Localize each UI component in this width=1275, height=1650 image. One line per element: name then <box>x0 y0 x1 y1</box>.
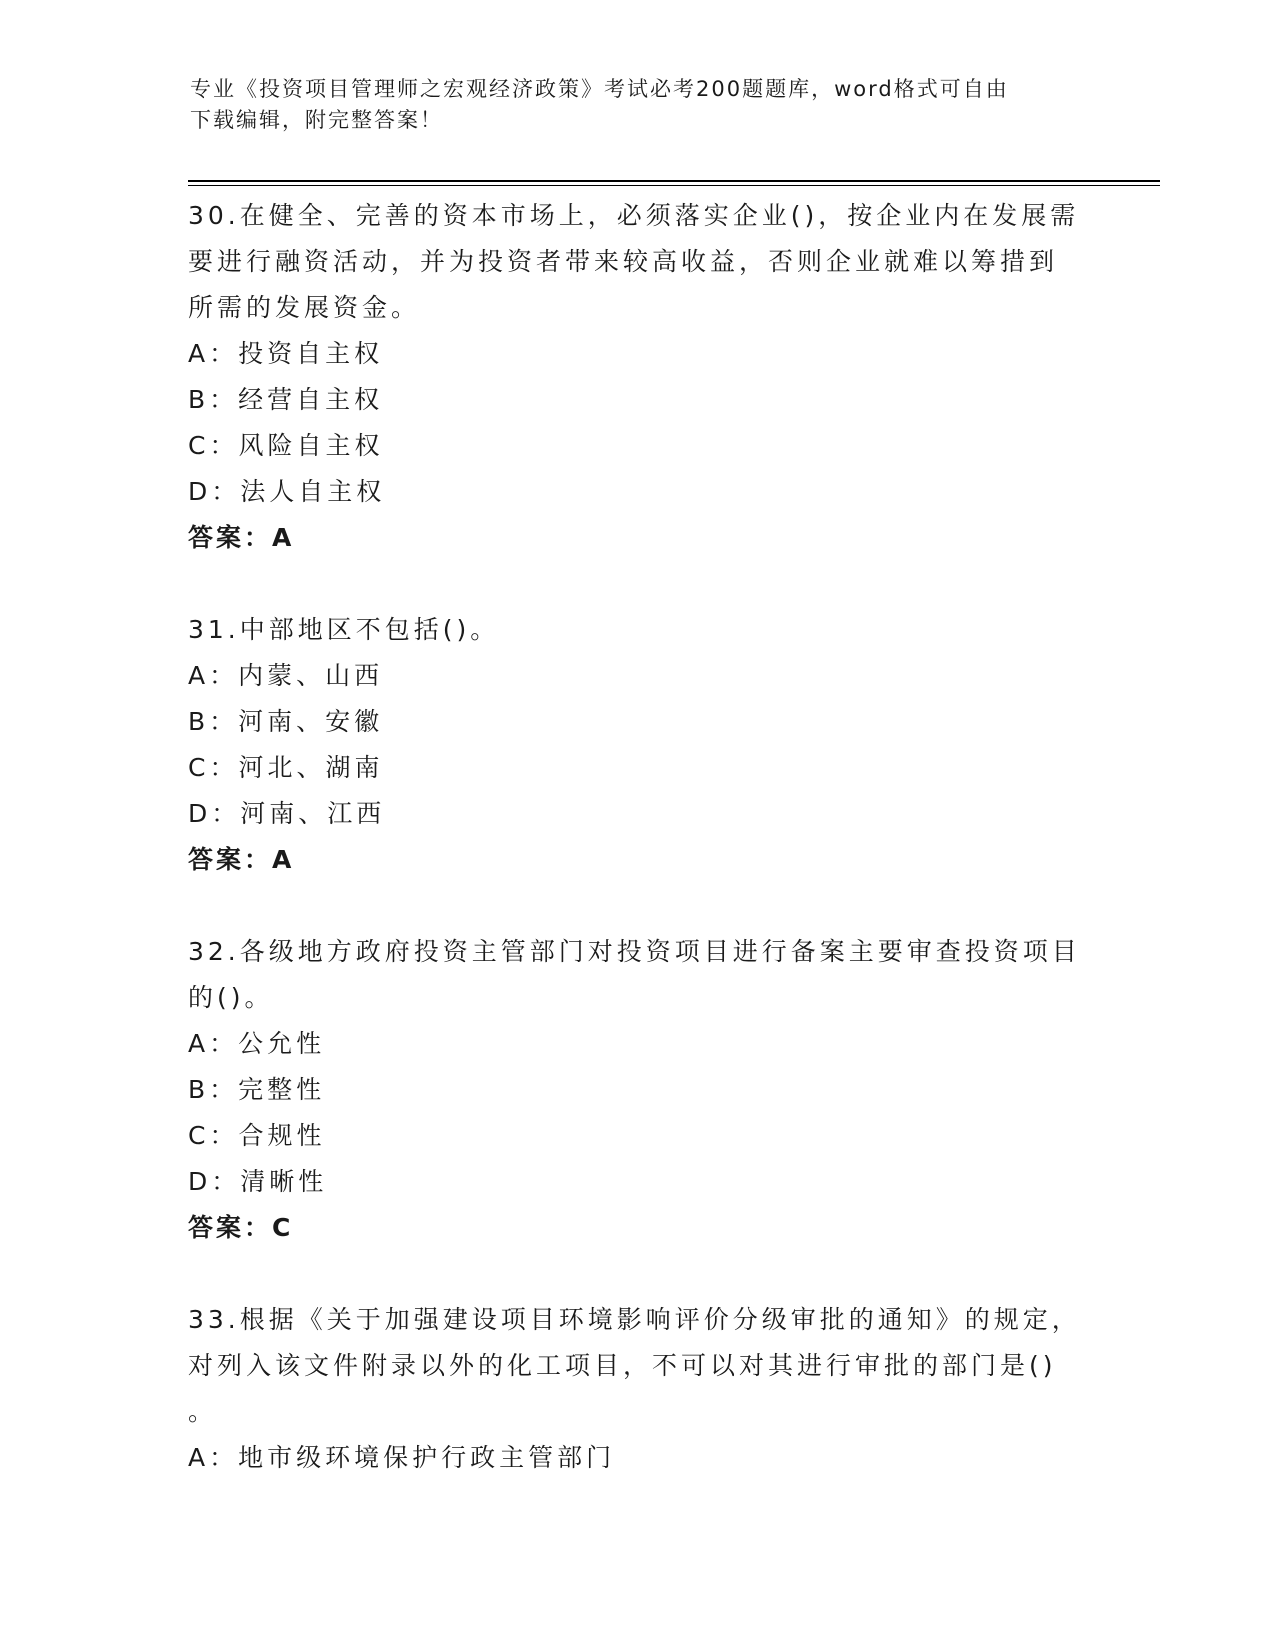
question-stem-line: 。 <box>188 1397 218 1426</box>
question-spacer <box>188 561 1088 607</box>
option-a: A：投资自主权 <box>188 339 384 368</box>
question-stem-line: 的()。 <box>188 983 274 1012</box>
header-line-2: 下载编辑，附完整答案！ <box>190 108 443 132</box>
question-stem-line: 30.在健全、完善的资本市场上，必须落实企业()，按企业内在发展需 <box>188 201 1080 230</box>
question-stem-line: 32.各级地方政府投资主管部门对投资项目进行备案主要审查投资项目 <box>188 937 1081 966</box>
question-stem-line: 所需的发展资金。 <box>188 293 421 322</box>
answer-label: 答案：C <box>188 1213 294 1242</box>
answer-label: 答案：A <box>188 845 295 874</box>
option-a: A：地市级环境保护行政主管部门 <box>188 1443 616 1472</box>
question-stem-line: 要进行融资活动，并为投资者带来较高收益，否则企业就难以筹措到 <box>188 247 1059 276</box>
question-list <box>188 193 1088 1481</box>
option-d: D：法人自主权 <box>188 477 386 506</box>
option-b: B：河南、安徽 <box>188 707 384 736</box>
answer-label: 答案：A <box>188 523 295 552</box>
header-divider-thick <box>188 180 1160 182</box>
option-b: B：完整性 <box>188 1075 326 1104</box>
option-c: C：河北、湖南 <box>188 753 384 782</box>
question-stem-line: 对列入该文件附录以外的化工项目，不可以对其进行审批的部门是() <box>188 1351 1057 1380</box>
option-a: A：公允性 <box>188 1029 326 1058</box>
option-d: D：清晰性 <box>188 1167 328 1196</box>
question-31 <box>188 607 1088 883</box>
header-divider-thin <box>188 185 1160 186</box>
question-33 <box>188 1297 1088 1481</box>
header-line-1: 专业《投资项目管理师之宏观经济政策》考试必考200题题库，word格式可自由 <box>190 77 1009 101</box>
option-c: C：风险自主权 <box>188 431 384 460</box>
question-spacer <box>188 1251 1088 1297</box>
question-spacer <box>188 883 1088 929</box>
question-30 <box>188 193 1088 561</box>
document-header <box>190 74 1090 136</box>
option-a: A：内蒙、山西 <box>188 661 384 690</box>
option-b: B：经营自主权 <box>188 385 384 414</box>
option-d: D：河南、江西 <box>188 799 386 828</box>
question-stem-line: 31.中部地区不包括()。 <box>188 615 500 644</box>
question-32 <box>188 929 1088 1251</box>
question-stem-line: 33.根据《关于加强建设项目环境影响评价分级审批的通知》的规定， <box>188 1305 1081 1334</box>
option-c: C：合规性 <box>188 1121 326 1150</box>
